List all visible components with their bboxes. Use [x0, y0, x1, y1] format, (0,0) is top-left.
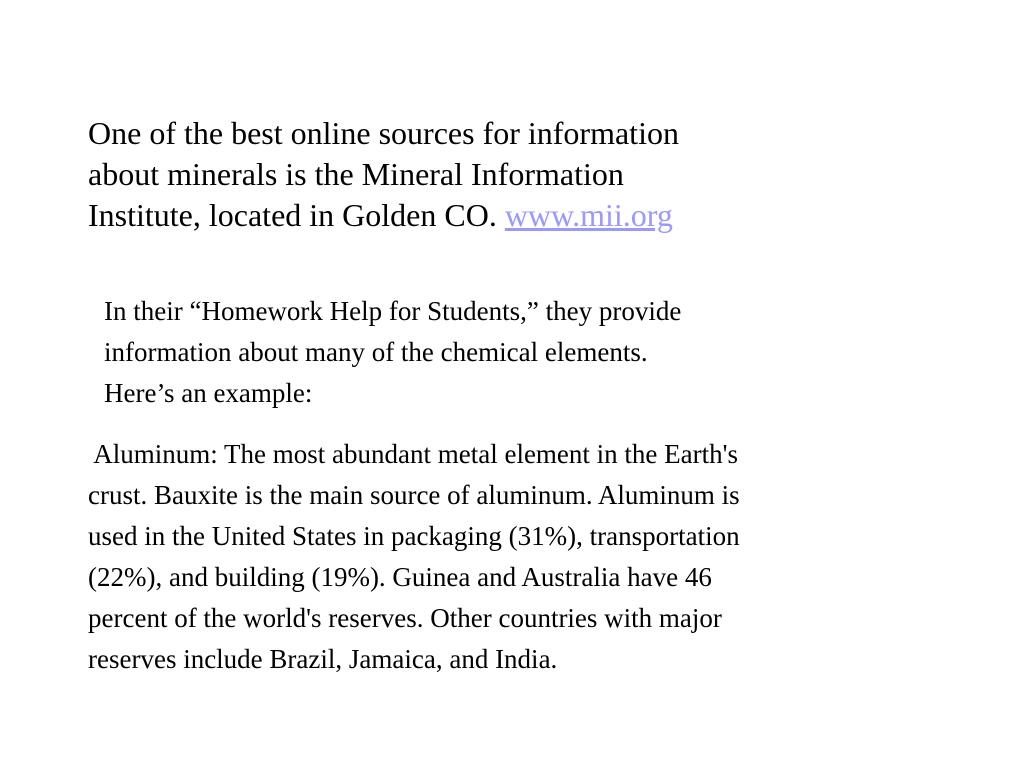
homework-line-1: In their “Homework Help for Students,” they provide	[104, 296, 682, 326]
intro-line-2: about minerals is the Mineral Information	[88, 156, 624, 192]
homework-line-3: Here’s an example:	[104, 378, 313, 408]
intro-paragraph	[88, 113, 848, 236]
intro-line-1: One of the best online sources for information	[88, 115, 679, 151]
example-line-1: Aluminum: The most abundant metal element in the Earth's	[88, 439, 738, 469]
homework-paragraph	[104, 291, 864, 414]
example-line-6: reserves include Brazil, Jamaica, and India.	[88, 644, 558, 674]
example-line-2: crust. Bauxite is the main source of aluminum. Aluminum is	[88, 480, 740, 510]
homework-line-2: information about many of the chemical elements.	[104, 337, 648, 367]
example-line-5: percent of the world's reserves. Other countries with major	[88, 603, 722, 633]
aluminum-example-paragraph	[88, 434, 948, 680]
example-line-3: used in the United States in packaging (31%), transportation	[88, 521, 740, 551]
example-line-4: (22%), and building (19%). Guinea and Australia have 46	[88, 562, 712, 592]
intro-line-3-text: Institute, located in Golden CO.	[88, 197, 497, 233]
intro-line-3	[88, 195, 848, 236]
mii-link[interactable]: www.mii.org	[504, 197, 673, 233]
